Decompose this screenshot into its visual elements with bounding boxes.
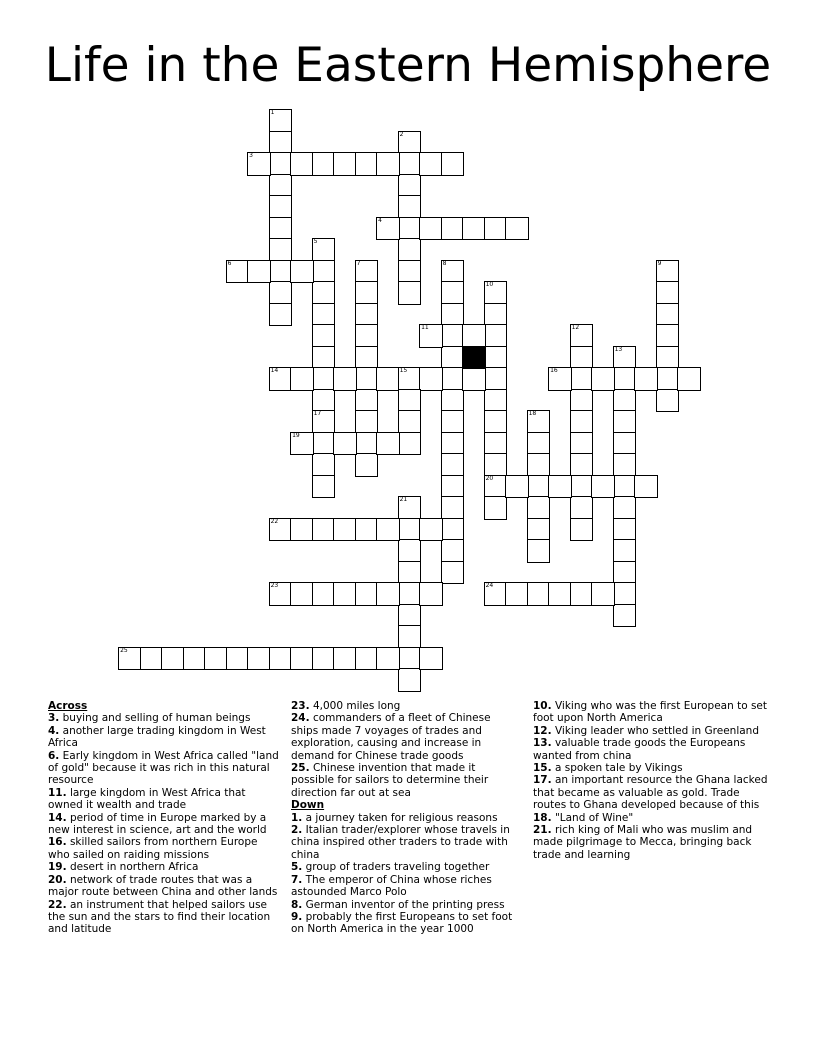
grid-cell[interactable]: [290, 582, 314, 606]
clue-text: period of time in Europe marked by a new interest in science, art and the world: [48, 811, 267, 837]
clue-text: buying and selling of human beings: [59, 712, 251, 725]
clue-number: 24.: [291, 712, 310, 725]
grid-cell[interactable]: [269, 152, 293, 176]
grid-cell[interactable]: [570, 453, 594, 477]
grid-cell[interactable]: [441, 367, 465, 391]
grid-cell[interactable]: [355, 518, 379, 542]
clue-item: [533, 700, 773, 725]
grid-cell[interactable]: [376, 217, 400, 241]
grid-cell[interactable]: [398, 238, 422, 262]
grid-cell[interactable]: [634, 475, 658, 499]
clue-text: a spoken tale by Vikings: [551, 762, 683, 775]
grid-cell[interactable]: [269, 238, 293, 262]
grid-cell[interactable]: [419, 152, 443, 176]
grid-cell[interactable]: [527, 432, 551, 456]
grid-cell[interactable]: [333, 152, 357, 176]
grid-cell[interactable]: [613, 582, 637, 606]
clue-number: 12.: [533, 724, 552, 737]
clue-text: "Land of Wine": [551, 811, 634, 824]
grid-cell[interactable]: [247, 152, 271, 176]
grid-cell[interactable]: [613, 367, 637, 391]
grid-cell[interactable]: [419, 217, 443, 241]
grid-cell[interactable]: [570, 582, 594, 606]
clue-number: 2.: [291, 824, 303, 837]
grid-cell[interactable]: [290, 432, 314, 456]
grid-cell[interactable]: [376, 518, 400, 542]
cell-number: 4: [378, 216, 382, 224]
grid-cell[interactable]: [398, 195, 422, 219]
clue-item: [291, 874, 519, 899]
grid-cell[interactable]: [140, 647, 164, 671]
clue-text: valuable trade goods the Europeans wanted from china: [533, 737, 746, 762]
clue-number: 13.: [533, 737, 552, 750]
grid-cell[interactable]: [419, 518, 443, 542]
grid-cell[interactable]: [398, 582, 422, 606]
grid-cell[interactable]: [376, 647, 400, 671]
grid-cell[interactable]: [355, 582, 379, 606]
cell-number: 25: [120, 646, 128, 654]
cell-number: 8: [442, 259, 447, 267]
cell-number: 20: [485, 474, 494, 482]
grid-cell[interactable]: [312, 389, 336, 413]
cell-number: 11: [421, 324, 429, 331]
cell-number: 18: [528, 410, 537, 417]
grid-cell[interactable]: [591, 475, 615, 499]
grid-cell[interactable]: [269, 217, 293, 241]
clue-number: 5.: [291, 861, 303, 874]
clue-text: 4,000 miles long: [309, 700, 401, 712]
grid-cell[interactable]: [613, 346, 637, 370]
grid-cell[interactable]: [527, 496, 551, 520]
clue-number: 4.: [48, 724, 60, 737]
grid-cell[interactable]: [312, 453, 336, 477]
grid-cell[interactable]: [591, 582, 615, 606]
grid-cell[interactable]: [269, 647, 293, 671]
clue-number: 6.: [48, 749, 60, 762]
grid-cell[interactable]: [441, 518, 465, 542]
grid-cell[interactable]: [312, 303, 336, 327]
grid-cell[interactable]: [656, 303, 680, 327]
clue-item: [48, 861, 280, 873]
clue-item: [533, 774, 773, 811]
grid-cell[interactable]: [656, 324, 680, 348]
clue-item: [48, 812, 280, 837]
clue-number: 11.: [48, 786, 67, 799]
cell-number: 22: [270, 517, 279, 525]
cell-number: 24: [485, 582, 494, 589]
grid-cell[interactable]: [484, 367, 508, 391]
grid-cell[interactable]: [312, 410, 336, 434]
grid-cell[interactable]: [226, 647, 250, 671]
cell-number: 13: [614, 345, 623, 353]
grid-cell[interactable]: [398, 260, 422, 284]
grid-cell[interactable]: [355, 324, 379, 348]
cell-number: 15: [399, 367, 408, 374]
grid-cell[interactable]: [613, 432, 637, 456]
clue-number: 16.: [48, 836, 67, 849]
grid-cell[interactable]: [441, 432, 465, 456]
grid-cell[interactable]: [398, 217, 422, 241]
grid-cell[interactable]: [441, 496, 465, 520]
grid-cell[interactable]: [161, 647, 185, 671]
grid-cell[interactable]: [333, 432, 357, 456]
clue-number: 10.: [533, 700, 552, 712]
grid-cell[interactable]: [290, 152, 314, 176]
clue-item: [291, 712, 519, 762]
grid-cell[interactable]: [441, 303, 465, 327]
grid-cell[interactable]: [527, 410, 551, 434]
clue-item: [533, 762, 773, 774]
cell-number: 17: [313, 410, 322, 417]
grid-cell[interactable]: [269, 582, 293, 606]
grid-cell[interactable]: [247, 647, 271, 671]
grid-cell[interactable]: [398, 281, 422, 305]
grid-cell[interactable]: [527, 453, 551, 477]
grid-cell[interactable]: [398, 131, 422, 155]
grid-cell[interactable]: [398, 668, 422, 692]
cell-number: 14: [270, 367, 279, 374]
grid-cell[interactable]: [527, 539, 551, 563]
cell-number: 1: [270, 109, 275, 116]
cell-number: 6: [227, 259, 232, 267]
grid-cell[interactable]: [484, 346, 508, 370]
grid-cell[interactable]: [312, 647, 336, 671]
clue-item: [48, 874, 280, 899]
grid-cell[interactable]: [312, 152, 336, 176]
cell-number: 21: [399, 496, 408, 503]
clue-text: Viking who was the first European to set foot upon North America: [533, 700, 768, 725]
cell-number: 5: [313, 238, 318, 245]
grid-cell[interactable]: [312, 238, 336, 262]
grid-cell[interactable]: [484, 389, 508, 413]
grid-cell[interactable]: [355, 152, 379, 176]
grid-cell[interactable]: [398, 518, 422, 542]
clue-item: [48, 712, 280, 724]
clue-number: 8.: [291, 898, 303, 911]
grid-cell[interactable]: [441, 410, 465, 434]
grid-cell[interactable]: [441, 281, 465, 305]
grid-cell[interactable]: [333, 518, 357, 542]
clue-item: [48, 750, 280, 787]
grid-cell[interactable]: [462, 324, 486, 348]
grid-cell[interactable]: [355, 303, 379, 327]
clue-number: 1.: [291, 811, 303, 824]
grid-cell[interactable]: [613, 389, 637, 413]
clue-text: large kingdom in West Africa that owned it wealth and trade: [48, 786, 246, 812]
grid-cell[interactable]: [204, 647, 228, 671]
grid-cell[interactable]: [118, 647, 142, 671]
clue-item: [291, 762, 519, 799]
clue-text: probably the first Europeans to set foot on North America in the year 1000: [291, 910, 513, 936]
page-title: Life in the Eastern Hemisphere: [44, 38, 772, 93]
grid-cell[interactable]: [570, 389, 594, 413]
grid-cell[interactable]: [634, 367, 658, 391]
clue-item: [533, 737, 773, 762]
grid-cell[interactable]: [312, 475, 336, 499]
cell-number: 23: [270, 582, 279, 589]
clue-text: skilled sailors from northern Europe who sailed on raiding missions: [48, 836, 258, 861]
grid-cell[interactable]: [441, 539, 465, 563]
grid-cell[interactable]: [398, 625, 422, 649]
clue-number: 23.: [291, 700, 310, 712]
grid-cell[interactable]: [355, 453, 379, 477]
clue-number: 14.: [48, 811, 67, 824]
clue-item: [48, 836, 280, 861]
grid-cell[interactable]: [484, 303, 508, 327]
grid-cell[interactable]: [398, 174, 422, 198]
grid-cell[interactable]: [548, 367, 572, 391]
grid-cell[interactable]: [376, 367, 400, 391]
clue-text: a journey taken for religious reasons: [302, 811, 498, 824]
grid-cell[interactable]: [398, 389, 422, 413]
grid-cell[interactable]: [290, 260, 314, 284]
grid-cell[interactable]: [441, 324, 465, 348]
clue-text: The emperor of China whose riches astounded Marco Polo: [291, 873, 492, 899]
grid-cell[interactable]: [441, 389, 465, 413]
grid-cell[interactable]: [312, 346, 336, 370]
grid-cell[interactable]: [484, 217, 508, 241]
clue-item: [291, 700, 519, 712]
grid-cell[interactable]: [312, 582, 336, 606]
clue-item: [48, 725, 280, 750]
grid-cell[interactable]: [484, 496, 508, 520]
grid-cell[interactable]: [226, 260, 250, 284]
clue-text: commanders of a fleet of Chinese ships made 7 voyages of trades and exploration, causing and increase in demand for Chinese trade goods: [291, 712, 491, 762]
grid-cell[interactable]: [247, 260, 271, 284]
blocked-cell: [462, 346, 486, 370]
grid-cell[interactable]: [398, 432, 422, 456]
clue-text: another large trading kingdom in West Africa: [48, 724, 266, 750]
grid-cell[interactable]: [570, 324, 594, 348]
grid-cell[interactable]: [613, 410, 637, 434]
clue-number: 19.: [48, 861, 67, 874]
cell-number: 10: [485, 281, 494, 288]
grid-cell[interactable]: [269, 109, 293, 133]
grid-cell[interactable]: [462, 367, 486, 391]
grid-cell[interactable]: [505, 217, 529, 241]
grid-cell[interactable]: [656, 260, 680, 284]
grid-cell[interactable]: [613, 453, 637, 477]
grid-cell[interactable]: [441, 346, 465, 370]
clue-number: 25.: [291, 762, 310, 775]
grid-cell[interactable]: [591, 367, 615, 391]
grid-cell[interactable]: [398, 367, 422, 391]
clue-text: Early kingdom in West Africa called "land of gold" because it was rich in this natural resource: [48, 749, 279, 787]
down-heading: Down: [291, 799, 325, 812]
grid-cell[interactable]: [484, 432, 508, 456]
grid-cell[interactable]: [441, 152, 465, 176]
clue-number: 20.: [48, 873, 67, 886]
grid-cell[interactable]: [441, 260, 465, 284]
grid-cell[interactable]: [484, 324, 508, 348]
grid-cell[interactable]: [269, 303, 293, 327]
grid-cell[interactable]: [484, 475, 508, 499]
grid-cell[interactable]: [462, 217, 486, 241]
grid-cell[interactable]: [570, 518, 594, 542]
clue-text: desert in northern Africa: [66, 861, 199, 874]
grid-cell[interactable]: [656, 346, 680, 370]
grid-cell[interactable]: [290, 367, 314, 391]
grid-cell[interactable]: [269, 281, 293, 305]
clue-number: 21.: [533, 824, 552, 837]
clue-number: 7.: [291, 873, 303, 886]
grid-cell[interactable]: [398, 647, 422, 671]
grid-cell[interactable]: [398, 539, 422, 563]
clue-number: 17.: [533, 774, 552, 787]
grid-cell[interactable]: [570, 410, 594, 434]
grid-cell[interactable]: [441, 453, 465, 477]
cell-number: 19: [292, 431, 300, 439]
grid-cell[interactable]: [419, 647, 443, 671]
clue-number: 15.: [533, 762, 552, 775]
clue-item: [291, 861, 519, 873]
grid-cell[interactable]: [269, 195, 293, 219]
grid-cell[interactable]: [333, 647, 357, 671]
grid-cell[interactable]: [290, 518, 314, 542]
grid-cell[interactable]: [376, 152, 400, 176]
grid-cell[interactable]: [183, 647, 207, 671]
clue-text: an instrument that helped sailors use the sun and the stars to find their location and latitude: [48, 898, 271, 936]
clue-item: [291, 911, 519, 936]
clue-item: [533, 725, 773, 737]
grid-cell[interactable]: [419, 324, 443, 348]
grid-cell[interactable]: [613, 518, 637, 542]
grid-cell[interactable]: [355, 647, 379, 671]
grid-cell[interactable]: [269, 131, 293, 155]
grid-cell[interactable]: [441, 217, 465, 241]
clue-item: [48, 899, 280, 936]
grid-cell[interactable]: [333, 367, 357, 391]
clues-column-3: [533, 700, 773, 861]
grid-cell[interactable]: [312, 518, 336, 542]
grid-cell[interactable]: [570, 346, 594, 370]
grid-cell[interactable]: [484, 410, 508, 434]
clues-column-1: [48, 700, 280, 936]
across-heading: Across: [48, 700, 88, 712]
cell-number: 12: [571, 324, 580, 331]
grid-cell[interactable]: [355, 432, 379, 456]
clue-number: 9.: [291, 910, 303, 923]
grid-cell[interactable]: [656, 389, 680, 413]
grid-cell[interactable]: [527, 582, 551, 606]
grid-cell[interactable]: [613, 539, 637, 563]
clue-text: network of trade routes that was a major route between China and other lands: [48, 873, 278, 899]
grid-cell[interactable]: [269, 260, 293, 284]
clue-number: 18.: [533, 811, 552, 824]
grid-cell[interactable]: [505, 475, 529, 499]
grid-cell[interactable]: [269, 174, 293, 198]
clue-text: rich king of Mali who was muslim and made pilgrimage to Mecca, bringing back trade and learning: [533, 824, 753, 861]
grid-cell[interactable]: [312, 432, 336, 456]
grid-cell[interactable]: [398, 496, 422, 520]
clue-item: [48, 787, 280, 812]
grid-cell[interactable]: [570, 367, 594, 391]
grid-cell[interactable]: [398, 152, 422, 176]
grid-cell[interactable]: [398, 410, 422, 434]
clue-item: [533, 824, 773, 861]
grid-cell[interactable]: [570, 432, 594, 456]
grid-cell[interactable]: [398, 561, 422, 585]
grid-cell[interactable]: [398, 604, 422, 628]
grid-cell[interactable]: [613, 475, 637, 499]
grid-cell[interactable]: [484, 281, 508, 305]
clue-number: 3.: [48, 712, 60, 725]
grid-cell[interactable]: [570, 496, 594, 520]
grid-cell[interactable]: [355, 260, 379, 284]
grid-cell[interactable]: [527, 475, 551, 499]
grid-cell[interactable]: [656, 281, 680, 305]
grid-cell[interactable]: [269, 367, 293, 391]
clue-text: Italian trader/explorer whose travels in china inspired other traders to trade with china: [291, 824, 510, 861]
clue-text: German inventor of the printing press: [302, 898, 505, 911]
grid-cell[interactable]: [419, 582, 443, 606]
grid-cell[interactable]: [312, 281, 336, 305]
grid-cell[interactable]: [312, 324, 336, 348]
grid-cell[interactable]: [505, 582, 529, 606]
grid-cell[interactable]: [355, 367, 379, 391]
cell-number: 9: [657, 259, 662, 267]
grid-cell[interactable]: [484, 453, 508, 477]
grid-cell[interactable]: [312, 260, 336, 284]
grid-cell[interactable]: [527, 518, 551, 542]
grid-cell[interactable]: [333, 582, 357, 606]
grid-cell[interactable]: [355, 389, 379, 413]
clue-text: Viking leader who settled in Greenland: [551, 724, 759, 737]
clue-item: [533, 812, 773, 824]
grid-cell[interactable]: [548, 582, 572, 606]
clues-column-2: [291, 700, 519, 936]
grid-cell[interactable]: [355, 346, 379, 370]
grid-cell[interactable]: [441, 561, 465, 585]
grid-cell[interactable]: [376, 432, 400, 456]
grid-cell[interactable]: [656, 367, 680, 391]
grid-cell[interactable]: [355, 410, 379, 434]
grid-cell[interactable]: [613, 561, 637, 585]
cell-number: 16: [550, 367, 558, 374]
cell-number: 2: [399, 130, 404, 138]
clue-text: Chinese invention that made it possible for sailors to determine their direction far out at sea: [291, 762, 489, 799]
grid-cell[interactable]: [548, 475, 572, 499]
grid-cell[interactable]: [312, 367, 336, 391]
grid-cell[interactable]: [613, 604, 637, 628]
cell-number: 3: [249, 152, 253, 159]
clue-number: 22.: [48, 898, 67, 911]
clue-text: group of traders traveling together: [302, 861, 490, 874]
grid-cell[interactable]: [613, 496, 637, 520]
grid-cell[interactable]: [441, 475, 465, 499]
grid-cell[interactable]: [376, 582, 400, 606]
clue-text: an important resource the Ghana lacked that became as valuable as gold. Trade routes to Ghana developed because of this: [533, 774, 768, 812]
grid-cell[interactable]: [269, 518, 293, 542]
grid-cell[interactable]: [355, 281, 379, 305]
grid-cell[interactable]: [419, 367, 443, 391]
clue-item: [291, 812, 519, 824]
grid-cell[interactable]: [570, 475, 594, 499]
clue-item: [291, 899, 519, 911]
grid-cell[interactable]: [677, 367, 701, 391]
grid-cell[interactable]: [290, 647, 314, 671]
clue-item: [291, 824, 519, 861]
grid-cell[interactable]: [484, 582, 508, 606]
cell-number: 7: [356, 259, 361, 267]
